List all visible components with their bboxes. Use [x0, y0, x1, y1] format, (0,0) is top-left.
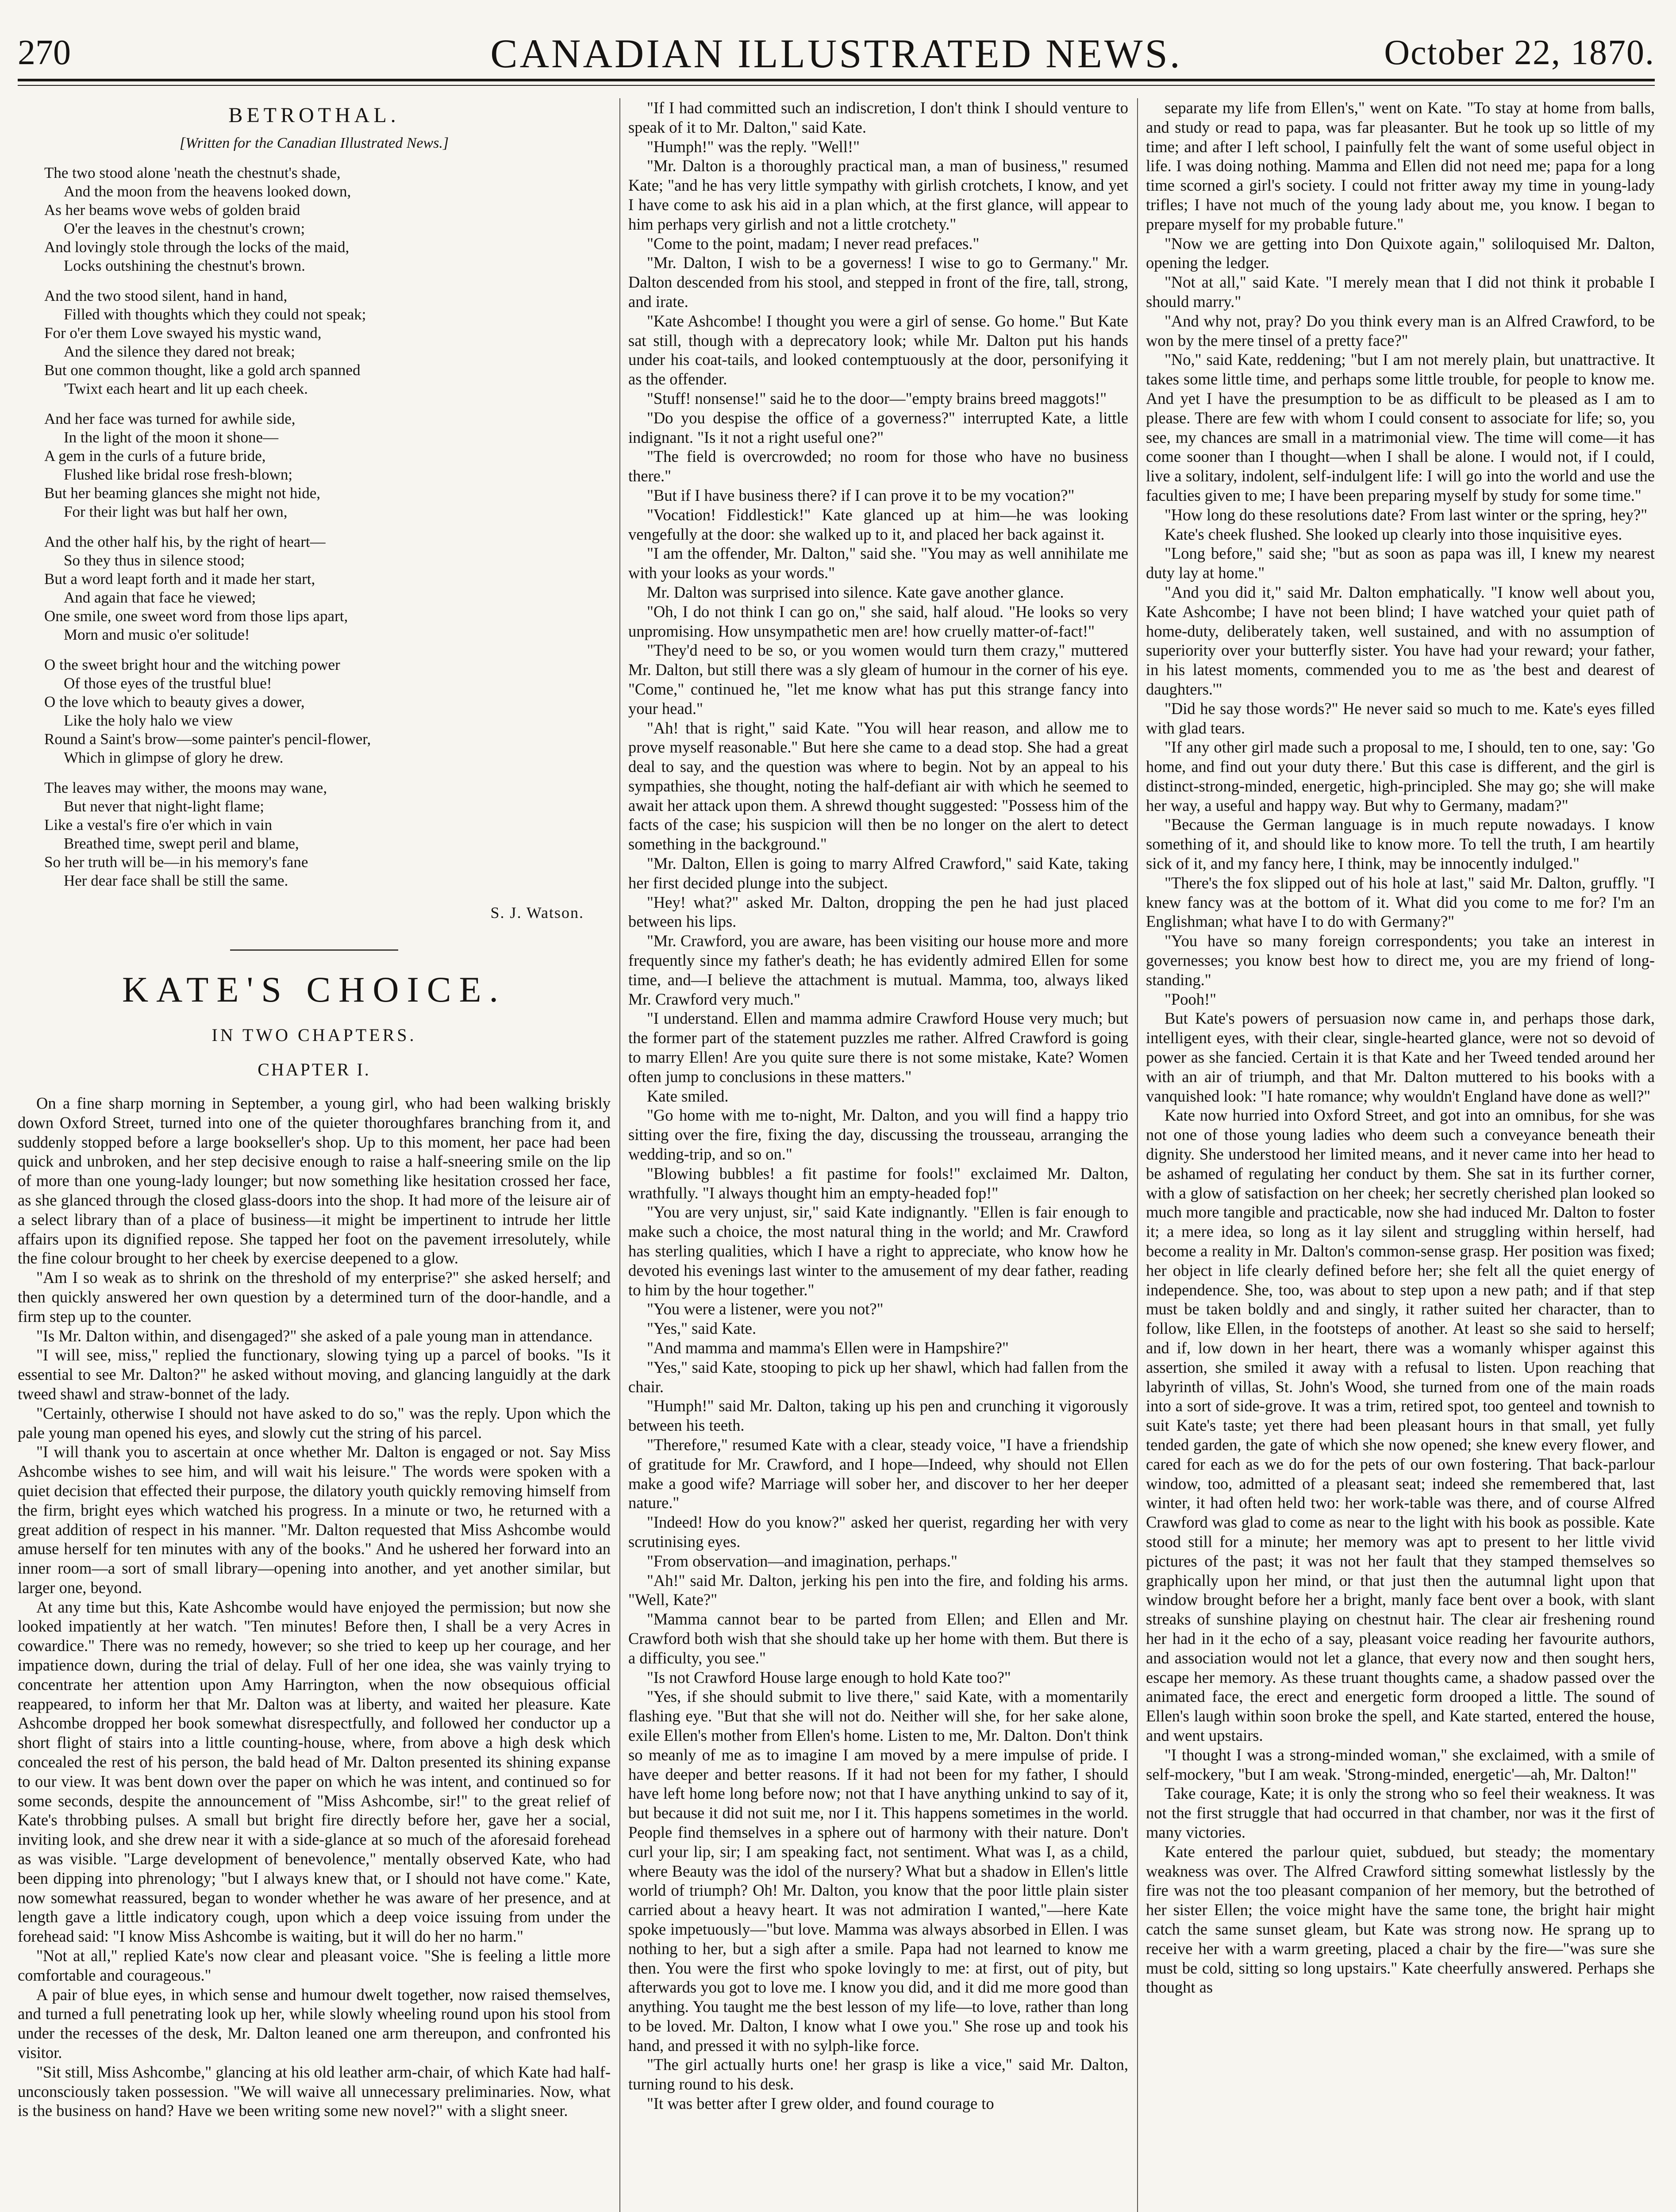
masthead-rule-thin	[18, 85, 1655, 86]
story-paragraph: "Did he say those words?" He never said so much to me. Kate's eyes filled with glad tears.	[1146, 699, 1655, 737]
poem-line: Breathed time, swept peril and blame,	[64, 835, 299, 853]
poem-line: But one common thought, like a gold arch spanned	[44, 361, 361, 379]
story-paragraph: Kate now hurried into Oxford Street, and got into an omnibus, for she was not one of those young ladies who deem such a conveyance beneath their dignity. She understood her limited means, and it never came into her head to be ashamed of regulating her conduct by them. She sat in its further corner, with a glow of satisfaction on her cheek; her secretly cherished plan looked so much more tangible and practicable, now she had induced Mr. Dalton to foster it; a mere idea, so long as it lay silent and struggling within herself, had become a reality in Mr. Dalton's common-sense grasp. Her position was fixed; her object in life clearly defined before her; she felt all the quiet energy of independence. She, too, was about to step upon a new path; and if that step must be taken boldly and and singly, it rather suited her character, than to follow, like Ellen, in the footsteps of another. At least so she said to herself; and if, low down in her heart, there was a womanly whisper against this assertion, she smiled it away with a refusal to listen. Upon reaching that labyrinth of villas, St. John's Wood, she turned from one of the main roads into a sort of side-grove. It was a trim, retired spot, too genteel and townish to suit Kate's taste; yet there had been pleasant hours in that small, yet fully tended garden, the gate of which she now opened; she knew every flower, and cared for each as we do for the pets of our own fostering. That back-parlour window, too, admitted of a pleasant seat; indeed she remembered that, last winter, it had often held two: her work-table was there, and of course Alfred Crawford was glad to come as near to the light with his book as possible. Kate stood still for a minute; her memory was apt to present to her little vivid pictures of the past; it was not her fault that they stamped themselves so graphically upon her mind, or that just then the autumnal light upon that window brought before her a bright, manly face bent over a book, with slant streaks of sunshine playing on chestnut hair. The clear air freshening round her had in it the echo of a say, pleasant voice reading her favourite authors, and association would not let a glance, that every now and then sought hers, escape her memory. As these truant thoughts came, a shadow passed over the animated face, the erect and energetic form drooped a little. The sound of Ellen's laugh within soon broke the spell, and Kate started, entered the house, and went upstairs.	[1146, 1106, 1655, 1744]
story-paragraph: "Mr. Dalton, Ellen is going to marry Alfred Crawford," said Kate, taking her first decided plunge into the subject.	[628, 854, 1128, 892]
poem-line: The two stood alone 'neath the chestnut's shade,	[44, 164, 341, 182]
story-paragraph: "Not at all," replied Kate's now clear and pleasant voice. "She is feeling a little more comfortable and courageous."	[18, 1947, 611, 1984]
poem-line: O'er the leaves in the chestnut's crown;	[64, 220, 305, 238]
poem-line: Like the holy halo we view	[64, 712, 233, 730]
poem-line: A gem in the curls of a future bride,	[44, 447, 266, 465]
poem-line: Flushed like bridal rose fresh-blown;	[64, 466, 293, 484]
story-paragraph: "Is Mr. Dalton within, and disengaged?" she asked of a pale young man in attendance.	[36, 1326, 593, 1345]
story-paragraph: "It was better after I grew older, and found courage to	[647, 2094, 994, 2113]
story-paragraph: "Am I so weak as to shrink on the threshold of my enterprise?" she asked herself; and then quickly answered her own question by a determined turn of the door-handle, and a firm step up to the counter.	[18, 1268, 611, 1325]
story-paragraph: "I thought I was a strong-minded woman," she exclaimed, with a smile of self-mockery, "but I am weak. 'Strong-minded, energetic'—ah, Mr. Dalton!"	[1146, 1745, 1655, 1783]
story-paragraph: "Pooh!"	[1165, 990, 1217, 1008]
story-paragraph: "Ah!" said Mr. Dalton, jerking his pen into the fire, and folding his arms. "Well, Kate?"	[628, 1571, 1128, 1609]
story-paragraph: "Kate Ashcombe! I thought you were a girl of sense. Go home." But Kate sat still, though with a deprecatory look; while Mr. Dalton put his hands under his coat-tails, and looked contemptuously at the door, personifying it as the offender.	[628, 311, 1128, 388]
poem-line: And lovingly stole through the locks of the maid,	[44, 238, 350, 256]
story-paragraph: separate my life from Ellen's," went on Kate. "To stay at home from balls, and study or read to papa, was far pleasanter. But he took up so little of my time; and after I left school, I painfully felt the want of some useful object in life. I was doing nothing. Mamma and Ellen did not need me; papa for a long time scorned a girl's society. I could not fritter away my time in young-lady trifles; I have not much of the young lady about me, you know. I began to prepare myself for my probable future."	[1146, 99, 1655, 233]
story-paragraph: "Now we are getting into Don Quixote again," soliloquised Mr. Dalton, opening the ledger.	[1146, 234, 1655, 272]
story-paragraph: "But if I have business there? if I can prove it to be my vocation?"	[647, 486, 1075, 504]
story-paragraph: "Yes," said Kate.	[647, 1319, 757, 1338]
column-1	[18, 98, 611, 2212]
story-paragraph: "I will thank you to ascertain at once whether Mr. Dalton is engaged or not. Say Miss Ashcombe wishes to see him, and will wait his leisure." The words were spoken with a quiet decision that effected their purpose, the dilatory youth quickly removing himself from the firm, bright eyes which watched his progress. In a minute or two, he returned with a great addition of respect in his manner. "Mr. Dalton requested that Miss Ashcombe would amuse herself for ten minutes with any of the books." And he ushered her forward into an inner room—a sort of small library—opening into another, and yet another similar, but larger one, beyond.	[18, 1443, 611, 1597]
story-paragraph: "Mr. Dalton is a thoroughly practical man, a man of business," resumed Kate; "and he has very little sympathy with girlish crotchets, I know, and yet I have come to ask his aid in a plan which, at the first glance, will appear to him perhaps very girlish and not a little crotchety."	[628, 157, 1128, 233]
masthead	[18, 12, 1655, 88]
story-paragraph: "Because the German language is in much repute nowadays. I know something of it, and should like to know more. To tell the truth, I am heartily sick of it, and my fancy here, I think, may be innocently indulged."	[1146, 815, 1655, 873]
section-separator	[18, 945, 611, 955]
story-paragraph: "The girl actually hurts one! her grasp is like a vice," said Mr. Dalton, turning round to his desk.	[628, 2055, 1128, 2093]
story-paragraph: "I will see, miss," replied the functionary, slowing tying up a parcel of books. "Is it essential to see Mr. Dalton?" he asked without moving, and glancing languidly at the dark tweed shawl and straw-bonnet of the lady.	[18, 1346, 611, 1403]
poem-line: But a word leapt forth and it made her start,	[44, 570, 315, 588]
story-paragraph: "Come to the point, madam; I never read prefaces."	[647, 234, 980, 253]
story-paragraph: "Go home with me to-night, Mr. Dalton, and you will find a happy trio sitting over the fire, fixing the day, discussing the trousseau, arranging the wedding-trip, and so on."	[628, 1106, 1128, 1164]
story-paragraph: "Oh, I do not think I can go on," she said, half aloud. "He looks so very unpromising. How unsympathetic men are! how cruelly matter-of-fact!"	[628, 602, 1128, 640]
story-paragraph: "There's the fox slipped out of his hole at last," said Mr. Dalton, gruffly. "I knew fancy was at the bottom of it. What did you come to me for? I'm an Englishman; what have I to do with Germany?"	[1146, 873, 1655, 931]
story-paragraph: "If I had committed such an indiscretion, I don't think I should venture to speak of it to Mr. Dalton," said Kate.	[628, 99, 1128, 136]
newspaper-title: CANADIAN ILLUSTRATED NEWS.	[490, 31, 1182, 76]
poem-line: 'Twixt each heart and lit up each cheek.	[64, 380, 308, 398]
poem-line: O the sweet bright hour and the witching power	[44, 656, 340, 674]
story-paragraph: "Not at all," said Kate. "I merely mean that I did not think it probable I should marry."	[1146, 273, 1655, 311]
story-paragraph: "Ah! that is right," said Kate. "You will hear reason, and allow me to prove myself reasonable." But here she came to a dead stop. She had a great deal to say, and the question was where to begin. Not by an appeal to his sympathies, she thought, noting the half-defiant air with which he seemed to await her attack upon them. A shrewd thought suggested: "Possess him of the facts of the case; his suspicion will then be no longer on the alert to detect something in the background."	[628, 718, 1128, 853]
story-paragraph: "Long before," said she; "but as soon as papa was ill, I knew my nearest duty lay at home."	[1146, 544, 1655, 582]
masthead-rule	[18, 79, 1655, 81]
poem-line: In the light of the moon it shone—	[64, 429, 279, 446]
story-paragraph: Kate smiled.	[647, 1087, 729, 1105]
story-paragraph: "And why not, pray? Do you think every man is an Alfred Crawford, to be won by the mere tinsel of a pretty face?"	[1146, 311, 1655, 349]
poem-line: Round a Saint's brow—some painter's pencil-flower,	[44, 730, 371, 748]
column-2	[628, 98, 1128, 2212]
story-paragraph: Kate's cheek flushed. She looked up clearly into those inquisitive eyes.	[1165, 525, 1622, 543]
poem-author: S. J. Watson.	[490, 904, 584, 922]
column-rule	[1137, 98, 1138, 2212]
story-paragraph: "Blowing bubbles! a fit pastime for fools!" exclaimed Mr. Dalton, wrathfully. "I always thought him an empty-headed fop!"	[628, 1164, 1128, 1202]
poem-stanza	[44, 656, 611, 767]
column-3	[1146, 98, 1655, 2212]
story-paragraph: "Certainly, otherwise I should not have asked to do so," was the reply. Upon which the pale young man opened his eyes, and slowly cut the string of his parcel.	[18, 1404, 611, 1442]
story-paragraph: "Therefore," resumed Kate with a clear, steady voice, "I have a friendship of gratitude for Mr. Crawford, and I hope—Indeed, why should not Ellen make a good wife? Marriage will sober her, and discover to her her deeper nature."	[628, 1435, 1128, 1512]
poem-line: One smile, one sweet word from those lips apart,	[44, 607, 348, 625]
story-paragraph: "Mr. Dalton, I wish to be a governess! I wise to go to Germany." Mr. Dalton descended from his stool, and stepped in front of the fire, tall, strong, and irate.	[628, 253, 1128, 311]
story-paragraph: "I am the offender, Mr. Dalton," said she. "You may as well annihilate me with your looks as your words."	[628, 544, 1128, 582]
story-paragraph: "Do you despise the office of a governess?" interrupted Kate, a little indignant. "Is it not a right useful one?"	[628, 408, 1128, 446]
story-paragraph: "Vocation! Fiddlestick!" Kate glanced up at him—he was looking vengefully at the door: she walked up to it, and placed her back against it.	[628, 505, 1128, 543]
poem-line: Locks outshining the chestnut's brown.	[64, 257, 305, 275]
poem-line: And the other half his, by the right of heart—	[44, 533, 326, 551]
story-paragraph: Mr. Dalton was surprised into silence. Kate gave another glance.	[647, 583, 1064, 601]
story-paragraph: "How long do these resolutions date? From last winter or the spring, hey?"	[1165, 505, 1648, 524]
story-paragraph: "And mamma and mamma's Ellen were in Hampshire?"	[647, 1339, 1009, 1357]
story-paragraph: "Indeed! How do you know?" asked her querist, regarding her with very scrutinising eyes.	[628, 1513, 1128, 1551]
story-paragraph: "No," said Kate, reddening; "but I am not merely plain, but unattractive. It takes some little time, and perhaps some little trouble, for people to know me. And yet I have the presumption to be as difficult to be pleased as I am to please. There are few with whom I could consent to associate for life; so, you see, my chances are small in a matrimonial view. The time will come—it has come sooner than I thought—when I shall be alone. I would not, if I could, live a solitary, indolent, self-indulgent life: I will go into the world and use the faculties given to me; I have been preparing myself by study for some time."	[1146, 350, 1655, 504]
story-paragraph: Kate entered the parlour quiet, subdued, but steady; the momentary weakness was over. The Alfred Crawford sitting somewhat listlessly by the fire was not the too pleasant companion of her memory, but the betrothed of her sister Ellen; the voice might have the same tone, the bright hair might catch the same sunset gleam, but Kate was strong now. He sprang up to receive her with a warm greeting, placed a chair by the fire—"was sure she must be cold, sitting so long upstairs." Kate cheerfully answered. Perhaps she thought as	[1146, 1842, 1655, 1997]
poem-line: And again that face he viewed;	[64, 589, 256, 607]
poem-line: Which in glimpse of glory he drew.	[64, 749, 284, 767]
story-paragraph: Take courage, Kate; it is only the strong who so feel their weakness. It was not the first struggle that had occurred in that chamber, nor was it the first of many victories.	[1146, 1784, 1655, 1841]
story-paragraph: "And you did it," said Mr. Dalton emphatically. "I know well about you, Kate Ashcombe; I have not been blind; I have watched your quiet path of home-duty, deliberately taken, well sustained, and with no assumption of superiority over your butterfly sister. You have had your reward; your father, in his latest moments, commended you to me as 'the best and dearest of daughters.'"	[1146, 583, 1655, 698]
story-paragraph: On a fine sharp morning in September, a young girl, who had been walking briskly down Oxford Street, turned into one of the quieter thoroughfares branching from it, and suddenly stopped before a large bookseller's shop. Up to this moment, her pace had been quick and unbroken, and her step decisive enough to raise a half-sneering smile on the lip of more than one young-lady lounger; but now something like hesitation crossed her face, as she glanced through the closed glass-doors into the shop. It had more of the leisure air of a select library than of a place of business—it might be impertinent to intrude her little affairs upon its dignified repose. She tapped her foot on the pavement irresolutely, while the fine colour brought to her cheek by exercise deepened to a glow.	[18, 1094, 611, 1267]
poem-credit: [Written for the Canadian Illustrated News.]	[179, 134, 449, 151]
story-paragraph: "Yes," said Kate, stooping to pick up her shawl, which had fallen from the chair.	[628, 1358, 1128, 1396]
page-number: 270	[18, 33, 71, 72]
chapter-heading: CHAPTER I.	[258, 1059, 371, 1079]
poem-title: BETROTHAL.	[228, 104, 400, 127]
poem-line: And the silence they dared not break;	[64, 343, 295, 361]
poem-line: And the two stood silent, hand in hand,	[44, 287, 288, 305]
poem-line: Morn and music o'er solitude!	[64, 626, 250, 644]
story-paragraph: "Is not Crawford House large enough to hold Kate too?"	[647, 1668, 1011, 1686]
story-paragraph: "You have so many foreign correspondents; you take an interest in governesses; you know best how to direct me, you are my friend of long-standing."	[1146, 932, 1655, 989]
poem-line: Like a vestal's fire o'er which in vain	[44, 816, 273, 834]
poem-stanza	[44, 410, 611, 521]
column-2-text	[628, 98, 1128, 2113]
poem-stanza	[44, 287, 611, 398]
story-paragraph: "Humph!" said Mr. Dalton, taking up his pen and crunching it vigorously between his teeth.	[628, 1397, 1128, 1435]
story-paragraph: "Mr. Crawford, you are aware, has been visiting our house more and more frequently since my father's death; he has evidently admired Ellen for some time, and—I believe the attachment is mutual. Mamma, too, always liked Mr. Crawford very much."	[628, 932, 1128, 1008]
column-rule	[619, 98, 620, 2212]
story-title: KATE'S CHOICE.	[122, 969, 507, 1010]
story-paragraph: "Stuff! nonsense!" said he to the door—"empty brains breed maggots!"	[647, 389, 1107, 407]
poem-line: The leaves may wither, the moons may wane,	[44, 779, 327, 797]
poem-line: But never that night-light flame;	[64, 798, 264, 815]
poem-line: Of those eyes of the trustful blue!	[64, 675, 272, 692]
story-paragraph: "Mamma cannot bear to be parted from Ellen; and Ellen and Mr. Crawford both wish that she should take up her home with them. But there is a difficulty, you see."	[628, 1610, 1128, 1667]
poem-line: But her beaming glances she might not hide,	[44, 484, 321, 502]
story-paragraph: "From observation—and imagination, perhaps."	[647, 1551, 957, 1570]
poem-stanza	[44, 779, 611, 890]
story-paragraph: But Kate's powers of persuasion now came in, and perhaps those dark, intelligent eyes, with their clear, single-hearted glance, were not so devoid of power as she fancied. Certain it is that Kate and her Tweed tended around her with an air of triumph, and that Mr. Dalton muttered to his books with a vanquished look: "I hate romance; why wouldn't England have done as well?"	[1146, 1009, 1655, 1105]
poem-line: For their light was but half her own,	[64, 503, 288, 521]
story-paragraph: "Sit still, Miss Ashcombe," glancing at his old leather arm-chair, of which Kate had half-unconsciously taken possession. "We will waive all unnecessary preliminaries. Now, what is the business on hand? Have we been writing some new novel?" with a slight sneer.	[18, 2062, 611, 2120]
poem-stanza	[44, 533, 611, 644]
poem-stanza	[44, 164, 611, 275]
poem-line: So her truth will be—in his memory's fane	[44, 853, 308, 871]
column-3-text	[1146, 98, 1655, 1997]
poem-line: As her beams wove webs of golden braid	[44, 201, 300, 219]
column-1-text	[18, 1094, 611, 2120]
story-paragraph: "If any other girl made such a proposal to me, I should, ten to one, say: 'Go home, and find out your duty there.' But this case is different, and the girl is distinct-strong-minded, energetic, high-principled. She may go; she will make her way, a useful and happy way. But why to Germany, madam?"	[1146, 738, 1655, 814]
story-subtitle: IN TWO CHAPTERS.	[211, 1025, 417, 1045]
story-paragraph: A pair of blue eyes, in which sense and humour dwelt together, now raised themselves, and turned a full penetrating look up her, while slowly wheeling round upon his stool from under the recesses of the desk, Mr. Dalton leaned one arm thereupon, and confronted his visitor.	[18, 1985, 611, 2062]
poem-line: And the moon from the heavens looked down,	[64, 183, 351, 200]
story-paragraph: "Hey! what?" asked Mr. Dalton, dropping the pen he had just placed between his lips.	[628, 893, 1128, 931]
story-paragraph: "You were a listener, were you not?"	[647, 1300, 884, 1318]
poem-line: O the love which to beauty gives a dower,	[44, 693, 305, 711]
story-paragraph: "You are very unjust, sir," said Kate indignantly. "Ellen is fair enough to make such a choice, the most natural thing in the world; and Mr. Crawford has sterling qualities, which I have a right to appreciate, who know how he devoted his evenings last winter to the amusement of my dear father, reading to him by the hour together."	[628, 1203, 1128, 1299]
poem-line: And her face was turned for awhile side,	[44, 410, 296, 428]
story-paragraph: "Yes, if she should submit to live there," said Kate, with a momentarily flashing eye. "But that she will not do. Neither will she, for her sake alone, exile Ellen's mother from Ellen's home. Listen to me, Mr. Dalton. Don't think so meanly of me as to imagine I am moved by a mere impulse of pride. I have deeper and better reasons. If it had not been for my father, I should have left home long before now; not that I have anything unkind to say of it, but because it did not suit me, nor I it. This happens sometimes in the world. People find themselves in a sphere out of harmony with their nature. Don't curl your lip, sir; I am speaking fact, not sentiment. What was I, as a child, where Beauty was the idol of the nursery? What but a shadow in Ellen's little world of triumph? Oh! Mr. Dalton, you know that the poor little plain sister carried about a heavy heart. It was not admiration I wanted,"—here Kate spoke impetuously—"but love. Mamma was always absorbed in Ellen. I was nothing to her, but a sigh after a smile. Papa had not learned to know me then. You were the first who spoke lovingly to me: at first, out of pity, but afterwards you got to love me. I know you did, and it did me more good than anything. You taught me the best lesson of my life—to love, rather than long to be loved. Mr. Dalton, I know what I owe you." She rose up and took his hand, and pressed it with no sylph-like force.	[628, 1687, 1128, 2055]
issue-date: October 22, 1870.	[1384, 33, 1655, 72]
story-paragraph: "They'd need to be so, or you women would turn them crazy," muttered Mr. Dalton, but still there was a sly gleam of humour in the corner of his eye. "Come," continued he, "let me know what has put this strange fancy into your head."	[628, 641, 1128, 718]
story-paragraph: "Humph!" was the reply. "Well!"	[647, 137, 860, 156]
story-paragraph: "The field is overcrowded; no room for those who have no business there."	[628, 447, 1128, 485]
story-paragraph: "I understand. Ellen and mamma admire Crawford House very much; but the former part of the statement puzzles me rather. Alfred Crawford is going to marry Ellen! Are you quite sure there is not some mistake, Kate? Women often jump to conclusions in these matters."	[628, 1009, 1128, 1086]
poem-line: Her dear face shall be still the same.	[64, 872, 288, 890]
story-paragraph: At any time but this, Kate Ashcombe would have enjoyed the permission; but now she looked impatiently at her watch. "Ten minutes! Before then, I shall be a very Acres in cowardice." There was no remedy, however; so she tried to keep up her courage, and her impatience down, during the trial of delay. Full of her one idea, she was vainly trying to concentrate her attention upon Amy Harrington, when the now obsequious official reappeared, to inform her that Mr. Dalton was at liberty, and waited her pleasure. Kate Ashcombe dropped her book somewhat disrespectfully, and followed her conductor up a short flight of stairs into a little counting-house, where, from above a high desk which concealed the rest of his person, the bald head of Mr. Dalton presented its shining expanse to our view. It was bent down over the paper on which he was intent, and continued so for some seconds, despite the announcement of "Miss Ashcombe, sir!" to the great relief of Kate's throbbing pulses. A small but bright fire directly before her, gave her a social, inviting look, and she drew near it with a side-glance at so much of the aforesaid forehead as was visible. "Large development of benevolence," mentally observed Kate, who had been dipping into phrenology; "but I always knew that, or I should not have come." Kate, now somewhat reassured, began to wonder whether he was aware of her presence, and at length gave a little indicatory cough, upon which a deep voice issuing from under the forehead said: "I know Miss Ashcombe is waiting, but it will do her no harm."	[18, 1598, 611, 1946]
poem-line: For o'er them Love swayed his mystic wand,	[44, 324, 322, 342]
poem-line: Filled with thoughts which they could not speak;	[64, 306, 366, 323]
poem-body	[18, 164, 611, 890]
poem-line: So they thus in silence stood;	[64, 552, 245, 569]
